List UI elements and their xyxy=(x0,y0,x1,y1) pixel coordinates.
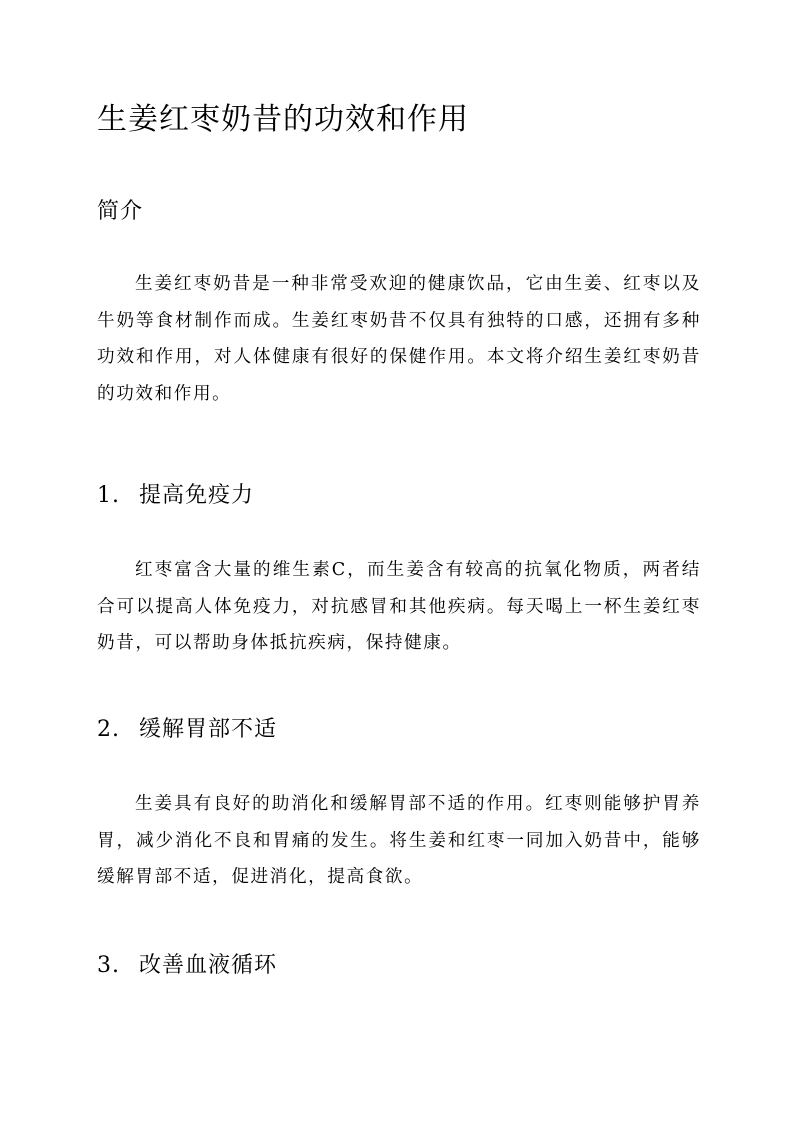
section-title: 提高免疫力 xyxy=(139,483,255,508)
page-title: 生姜红枣奶昔的功效和作用 xyxy=(97,102,469,137)
section-number: 2. xyxy=(97,717,120,742)
section-paragraph-2: 生姜具有良好的助消化和缓解胃部不适的作用。红枣则能够护胃养胃，减少消化不良和胃痛的发生。将生姜和红枣一同加入奶昔中，能够缓解胃部不适，促进消化，提高食欲。 xyxy=(97,794,701,887)
section-heading-intro: 简介 xyxy=(97,199,144,224)
section-heading-1 xyxy=(97,480,254,512)
section-title: 改善血液循环 xyxy=(139,953,278,978)
section-heading-2 xyxy=(97,714,277,746)
section-paragraph-1: 红枣富含大量的维生素C，而生姜含有较高的抗氧化物质，两者结合可以提高人体免疫力，对抗感冒和其他疾病。每天喝上一杯生姜红枣奶昔，可以帮助身体抵抗疾病，保持健康。 xyxy=(97,560,701,653)
section-number: 1. xyxy=(97,483,120,508)
intro-paragraph: 生姜红枣奶昔是一种非常受欢迎的健康饮品，它由生姜、红枣以及牛奶等食材制作而成。生姜红枣奶昔不仅具有独特的口感，还拥有多种功效和作用，对人体健康有很好的保健作用。本文将介绍生姜红枣奶昔的功效和作用。 xyxy=(97,274,701,404)
section-number: 3. xyxy=(97,953,120,978)
section-title: 缓解胃部不适 xyxy=(139,717,278,742)
section-heading-3 xyxy=(97,950,277,982)
